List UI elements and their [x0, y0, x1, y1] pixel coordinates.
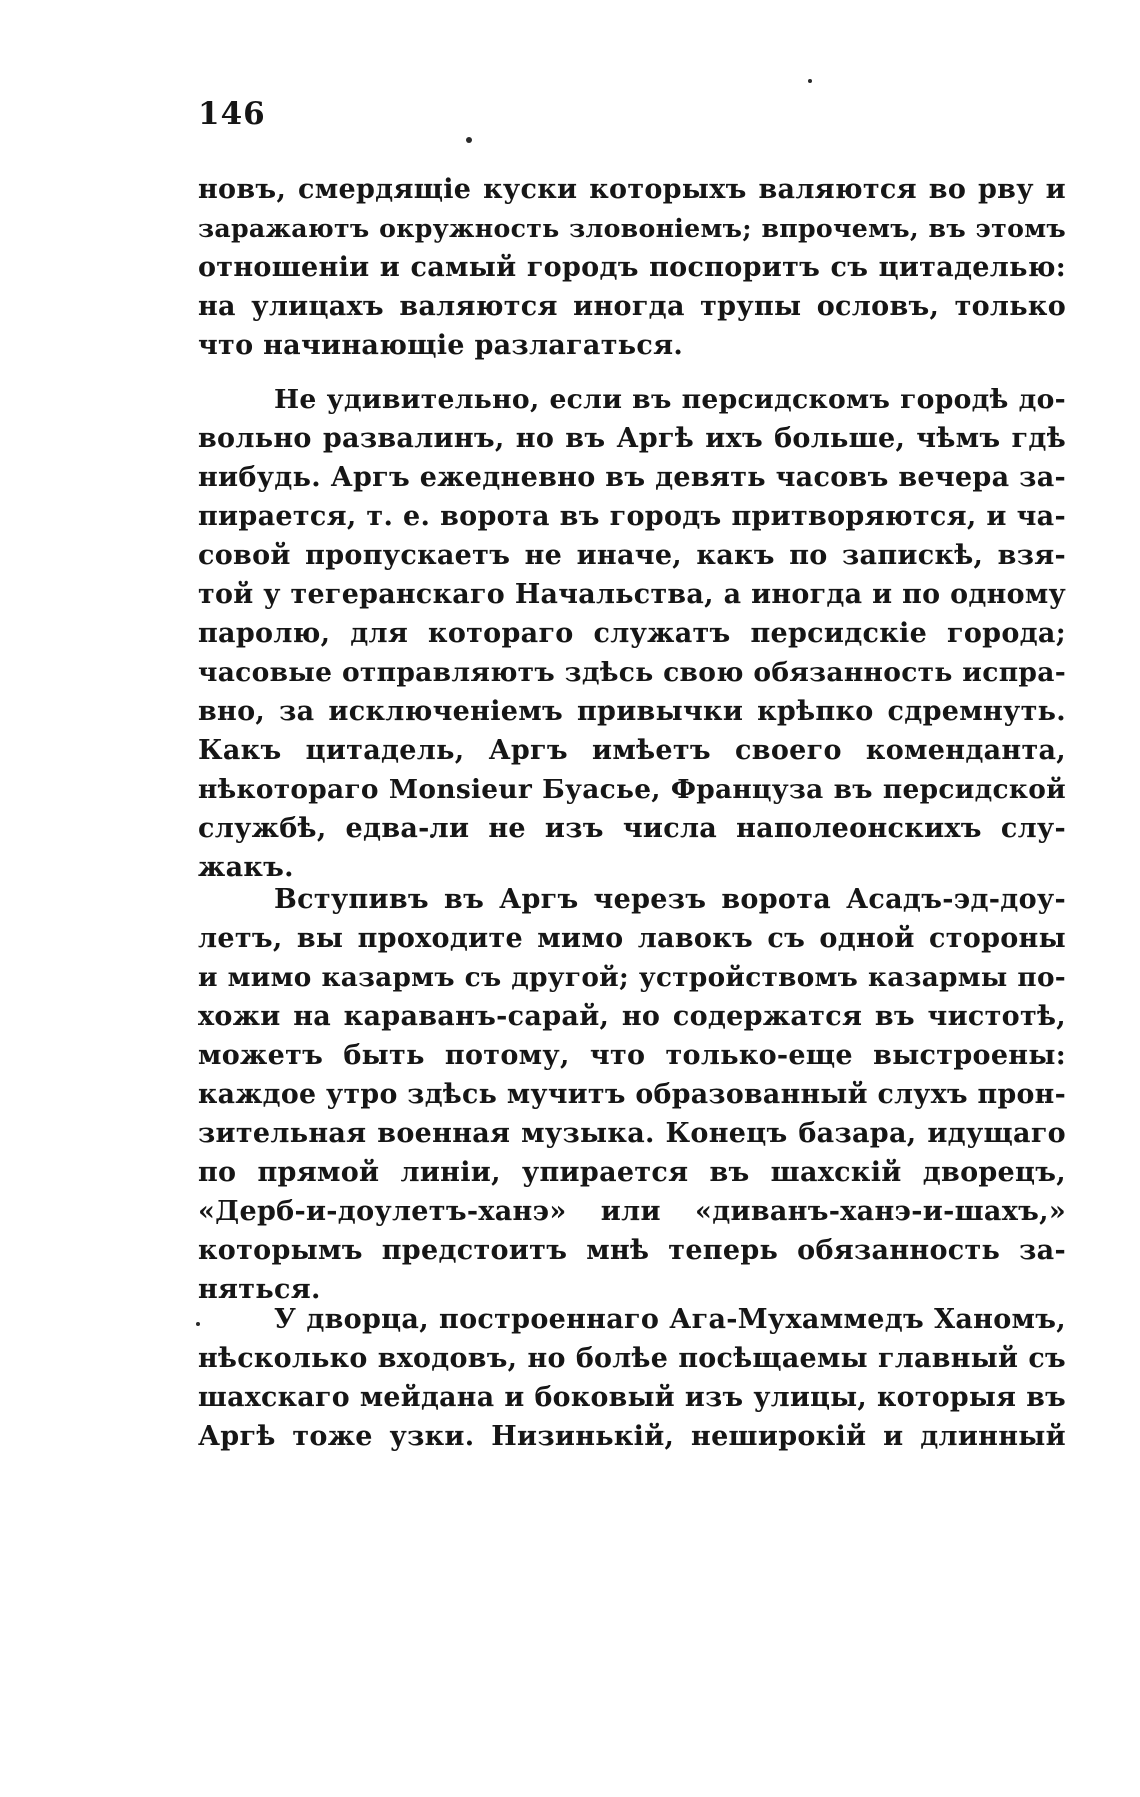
text-line: вольно развалинъ, но въ Аргѣ ихъ больше, чѣмъ гдѣ: [198, 423, 1066, 454]
paragraph: [198, 880, 1066, 1309]
text-line: совой пропускаетъ не иначе, какъ по запискѣ, взя-: [198, 540, 1066, 571]
text-line: нибудь. Аргъ ежедневно въ девять часовъ вечера за-: [198, 462, 1066, 493]
text-line: шахскаго мейдана и боковый изъ улицы, которыя въ: [198, 1382, 1066, 1413]
text-line: летъ, вы проходите мимо лавокъ съ одной стороны: [198, 923, 1066, 954]
text-line: новъ, смердящіе куски которыхъ валяются во рву и: [198, 174, 1066, 205]
text-line: «Дерб-и-доулетъ-ханэ» или «диванъ-ханэ-и-шахъ,»: [198, 1196, 1066, 1227]
text-line: по прямой линіи, упирается въ шахскій дворецъ,: [198, 1157, 1066, 1188]
text-line: хожи на караванъ-сарай, но содержатся въ чистотѣ,: [198, 1001, 1066, 1032]
text-line: нѣсколько входовъ, но болѣе посѣщаемы главный съ: [198, 1343, 1066, 1374]
text-line: нѣкотораго Monsieur Буасье, Француза въ персидской: [198, 774, 1066, 805]
text-line: можетъ быть потому, что только-еще выстроены:: [198, 1040, 1066, 1071]
text-line: заражаютъ окружность зловоніемъ; впрочемъ, въ этомъ: [198, 213, 1066, 243]
text-line: и мимо казармъ съ другой; устройствомъ казармы по-: [198, 962, 1066, 993]
paragraph: [198, 380, 1066, 887]
text-line: У дворца, построеннаго Ага-Мухаммедъ Ханомъ,: [274, 1304, 1066, 1335]
text-line: няться.: [198, 1274, 321, 1305]
text-line: пирается, т. е. ворота въ городъ притворяются, и ча-: [198, 501, 1066, 532]
text-line: что начинающіе разлагаться.: [198, 330, 684, 361]
text-line: паролю, для котораго служатъ персидскіе города;: [198, 618, 1066, 649]
text-line: жакъ.: [198, 852, 294, 883]
text-line: Вступивъ въ Аргъ черезъ ворота Асадъ-эд-доу-: [274, 884, 1066, 915]
text-line: отношеніи и самый городъ поспоритъ съ цитаделью:: [198, 252, 1066, 283]
text-line: на улицахъ валяются иногда трупы ословъ, только: [198, 291, 1066, 322]
paragraph: [198, 1300, 1066, 1456]
text-line: Какъ цитадель, Аргъ имѣетъ своего коменданта,: [198, 735, 1066, 766]
text-line: зительная военная музыка. Конецъ базара, идущаго: [198, 1118, 1066, 1149]
page-number: 146: [198, 96, 266, 132]
paragraph: [198, 170, 1066, 365]
text-line: службѣ, едва-ли не изъ числа наполеонскихъ слу-: [198, 813, 1066, 844]
ink-speck: [808, 79, 812, 83]
text-line: часовые отправляютъ здѣсь свою обязанность испра-: [198, 657, 1066, 688]
text-line: Не удивительно, если въ персидскомъ городѣ до-: [274, 384, 1066, 415]
text-line: вно, за исключеніемъ привычки крѣпко сдремнуть.: [198, 696, 1066, 727]
ink-speck: [466, 137, 472, 143]
text-line: которымъ предстоитъ мнѣ теперь обязанность за-: [198, 1235, 1066, 1266]
text-line: Аргѣ тоже узки. Низинькій, неширокій и длинный: [198, 1421, 1066, 1452]
text-line: каждое утро здѣсь мучитъ образованный слухъ прон-: [198, 1079, 1066, 1110]
text-line: той у тегеранскаго Начальства, а иногда и по одному: [198, 579, 1066, 610]
